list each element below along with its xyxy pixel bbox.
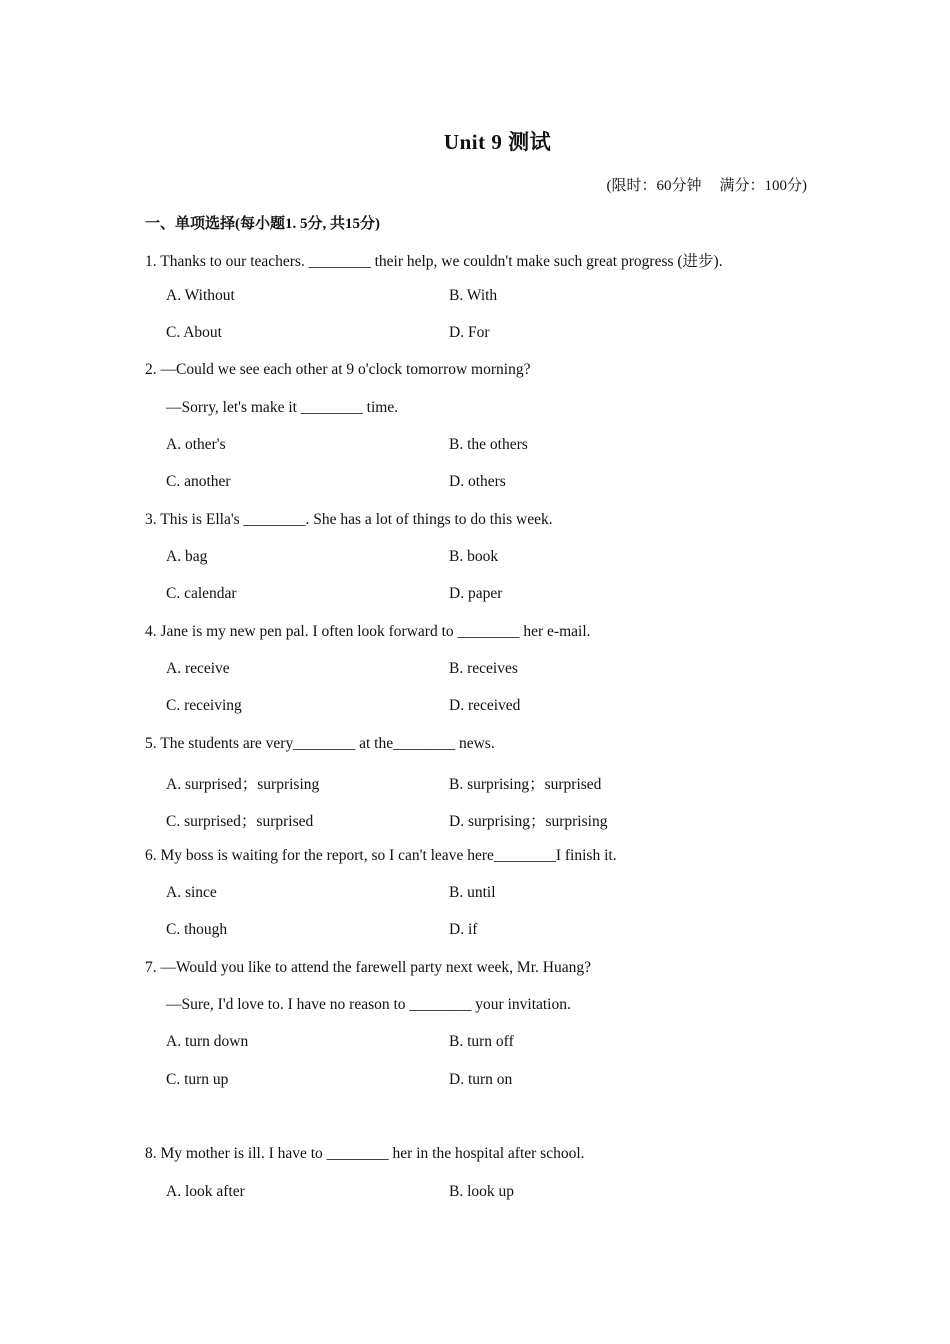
option-b: B. book <box>449 548 499 565</box>
option-b: B. turn off <box>449 1033 514 1050</box>
option-b: B. surprising；surprised <box>449 776 602 793</box>
option-a: A. Without <box>166 287 235 304</box>
option-b: B. With <box>449 287 498 304</box>
option-a: A. look after <box>166 1183 245 1200</box>
option-d: D. if <box>449 921 478 938</box>
option-d: D. paper <box>449 585 503 602</box>
option-c: C. surprised；surprised <box>166 813 314 830</box>
option-d: D. turn on <box>449 1071 513 1088</box>
option-b: B. look up <box>449 1183 515 1200</box>
option-b: B. the others <box>449 436 528 453</box>
question-stem: 4. Jane is my new pen pal. I often look forward to ________ her e-mail. <box>145 623 591 640</box>
option-a: A. bag <box>166 548 208 565</box>
question-stem: 5. The students are very________ at the________ news. <box>145 735 495 752</box>
option-c: C. receiving <box>166 697 242 714</box>
full-score: 满分：100分) <box>719 178 807 194</box>
option-d: D. For <box>449 324 490 341</box>
option-c: C. though <box>166 921 228 938</box>
question-stem: 6. My boss is waiting for the report, so I can't leave here________I finish it. <box>145 847 617 864</box>
option-a: A. since <box>166 884 217 901</box>
option-a: A. other's <box>166 436 226 453</box>
question-reply: —Sure, I'd love to. I have no reason to ________ your invitation. <box>166 996 571 1013</box>
option-c: C. calendar <box>166 585 237 602</box>
page-title: Unit 9 测试 <box>443 130 552 154</box>
option-a: A. turn down <box>166 1033 249 1050</box>
option-d: D. surprising；surprising <box>449 813 608 830</box>
option-c: C. turn up <box>166 1071 229 1088</box>
question-stem: 3. This is Ella's ________. She has a lot of things to do this week. <box>145 511 553 528</box>
option-a: A. receive <box>166 660 230 677</box>
option-b: B. receives <box>449 660 518 677</box>
question-stem: 7. —Would you like to attend the farewell party next week, Mr. Huang? <box>145 959 591 976</box>
question-stem: 1. Thanks to our teachers. ________ their help, we couldn't make such great progress (进步). <box>145 253 723 270</box>
option-a: A. surprised；surprising <box>166 776 320 793</box>
time-limit: (限时：60分钟 <box>606 178 702 194</box>
option-c: C. another <box>166 473 231 490</box>
exam-meta <box>607 174 808 195</box>
question-reply: —Sorry, let's make it ________ time. <box>166 399 399 416</box>
option-b: B. until <box>449 884 496 901</box>
section-heading: 一、单项选择(每小题1. 5分, 共15分) <box>145 216 380 232</box>
option-c: C. About <box>166 324 222 341</box>
option-d: D. others <box>449 473 506 490</box>
question-stem: 8. My mother is ill. I have to ________ her in the hospital after school. <box>145 1145 585 1162</box>
option-d: D. received <box>449 697 521 714</box>
question-stem: 2. —Could we see each other at 9 o'clock tomorrow morning? <box>145 361 531 378</box>
